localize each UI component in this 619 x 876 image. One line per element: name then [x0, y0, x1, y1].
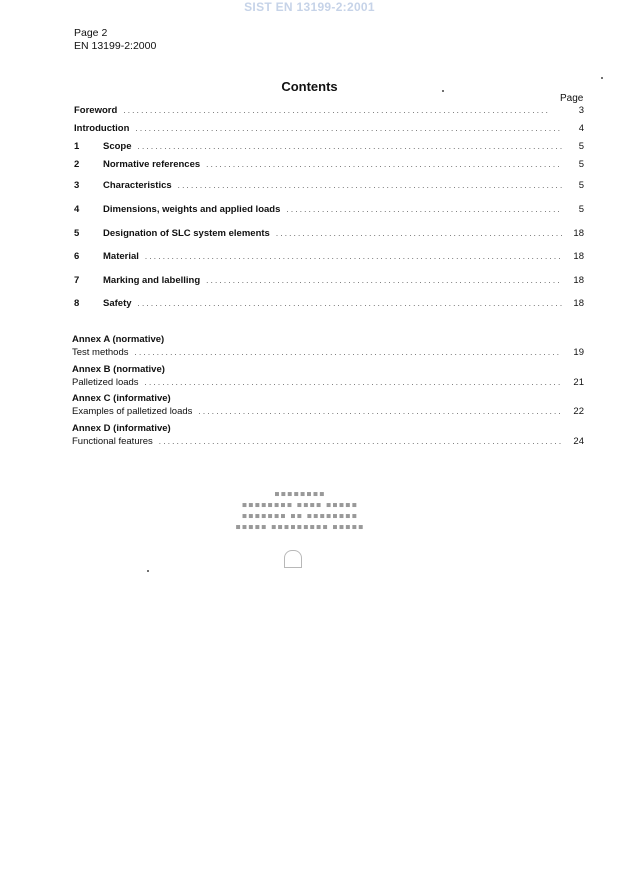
toc-item-page: 5: [578, 180, 584, 191]
toc-item-page: 18: [573, 251, 584, 262]
toc-item-title: Dimensions, weights and applied loads: [103, 204, 281, 215]
annex-d-heading: Annex D (informative): [72, 423, 171, 434]
scan-speck: [442, 90, 444, 92]
toc-item-number: 7: [74, 275, 80, 286]
toc-item-title: Normative references: [103, 159, 201, 170]
toc-item-title: Safety: [103, 298, 132, 309]
dot-leader: [206, 160, 562, 169]
toc-item-title: Designation of SLC system elements: [103, 228, 270, 239]
toc-item-page: 18: [573, 275, 584, 286]
toc-item-material[interactable]: [74, 251, 584, 262]
page-number: Page 2: [74, 27, 108, 39]
scan-speck: [601, 77, 603, 79]
toc-annex-a[interactable]: [72, 347, 584, 358]
dot-leader: [145, 378, 562, 387]
toc-item-number: 3: [74, 180, 80, 191]
toc-item-title: Scope: [103, 141, 132, 152]
page-header: [74, 27, 156, 53]
toc-item-page: 4: [578, 123, 584, 134]
toc-item-page: 18: [573, 298, 584, 309]
crest-icon: [284, 550, 302, 568]
toc-item-title: Foreword: [74, 105, 118, 116]
toc-annex-c[interactable]: [72, 406, 584, 417]
toc-item-page: 5: [578, 141, 584, 152]
toc-item-page: 18: [573, 228, 584, 239]
watermark-text: SIST EN 13199-2:2001: [244, 0, 375, 14]
scan-speck: [147, 570, 149, 572]
dot-leader: [286, 205, 562, 214]
toc-annex-b[interactable]: [72, 377, 584, 388]
toc-item-number: 5: [74, 228, 80, 239]
toc-item-page: 21: [573, 377, 584, 388]
dot-leader: [135, 124, 562, 133]
dot-leader: [138, 142, 562, 151]
toc-item-page: 19: [573, 347, 584, 358]
toc-item-number: 1: [74, 141, 80, 152]
toc-annex-d[interactable]: [72, 436, 584, 447]
dot-leader: [138, 299, 562, 308]
toc-item-normative-references[interactable]: [74, 159, 584, 170]
toc-item-safety[interactable]: [74, 298, 584, 309]
toc-item-introduction[interactable]: [74, 123, 584, 134]
toc-item-title: Marking and labelling: [103, 275, 201, 286]
toc-item-title: Test methods: [72, 347, 129, 358]
toc-item-page: 22: [573, 406, 584, 417]
dot-leader: [178, 181, 562, 190]
toc-item-page: 5: [578, 204, 584, 215]
toc-item-number: 4: [74, 204, 80, 215]
toc-item-title: Material: [103, 251, 139, 262]
toc-item-page: 24: [573, 436, 584, 447]
toc-item-marking[interactable]: [74, 275, 584, 286]
toc-item-number: 8: [74, 298, 80, 309]
toc-item-designation[interactable]: [74, 228, 584, 239]
toc-item-title: Examples of palletized loads: [72, 406, 193, 417]
toc-item-title: Characteristics: [103, 180, 172, 191]
dot-leader: [123, 106, 562, 115]
toc-item-dimensions[interactable]: [74, 204, 584, 215]
toc-item-title: Palletized loads: [72, 377, 139, 388]
toc-item-page: 5: [578, 159, 584, 170]
dot-leader: [198, 407, 562, 416]
dot-leader: [206, 276, 562, 285]
dot-leader: [159, 437, 562, 446]
contents-title: Contents: [281, 79, 338, 94]
annex-c-heading: Annex C (informative): [72, 393, 171, 404]
toc-item-foreword[interactable]: [74, 105, 584, 116]
dot-leader: [276, 229, 562, 238]
document-code: EN 13199-2:2000: [74, 40, 157, 52]
dot-leader: [145, 252, 562, 261]
page-column-label: Page: [560, 93, 584, 104]
toc-item-title: Introduction: [74, 123, 130, 134]
toc-item-scope[interactable]: [74, 141, 584, 152]
annex-a-heading: Annex A (normative): [72, 334, 165, 345]
toc-item-number: 2: [74, 159, 80, 170]
library-stamp: ▪▪▪▪▪ ▪▪▪▪▪▪▪▪▪ ▪▪▪▪▪ ▪▪▪▪▪▪▪ ▪▪ ▪▪▪▪▪▪▪▪ ▪▪▪▪▪▪▪▪ ▪▪▪▪ ▪▪▪▪▪ ▪▪▪▪▪▪▪▪: [200, 480, 400, 570]
annex-b-heading: Annex B (normative): [72, 364, 165, 375]
toc-item-characteristics[interactable]: [74, 180, 584, 191]
toc-item-page: 3: [578, 105, 584, 116]
dot-leader: [135, 348, 563, 357]
toc-item-number: 6: [74, 251, 80, 262]
toc-item-title: Functional features: [72, 436, 153, 447]
